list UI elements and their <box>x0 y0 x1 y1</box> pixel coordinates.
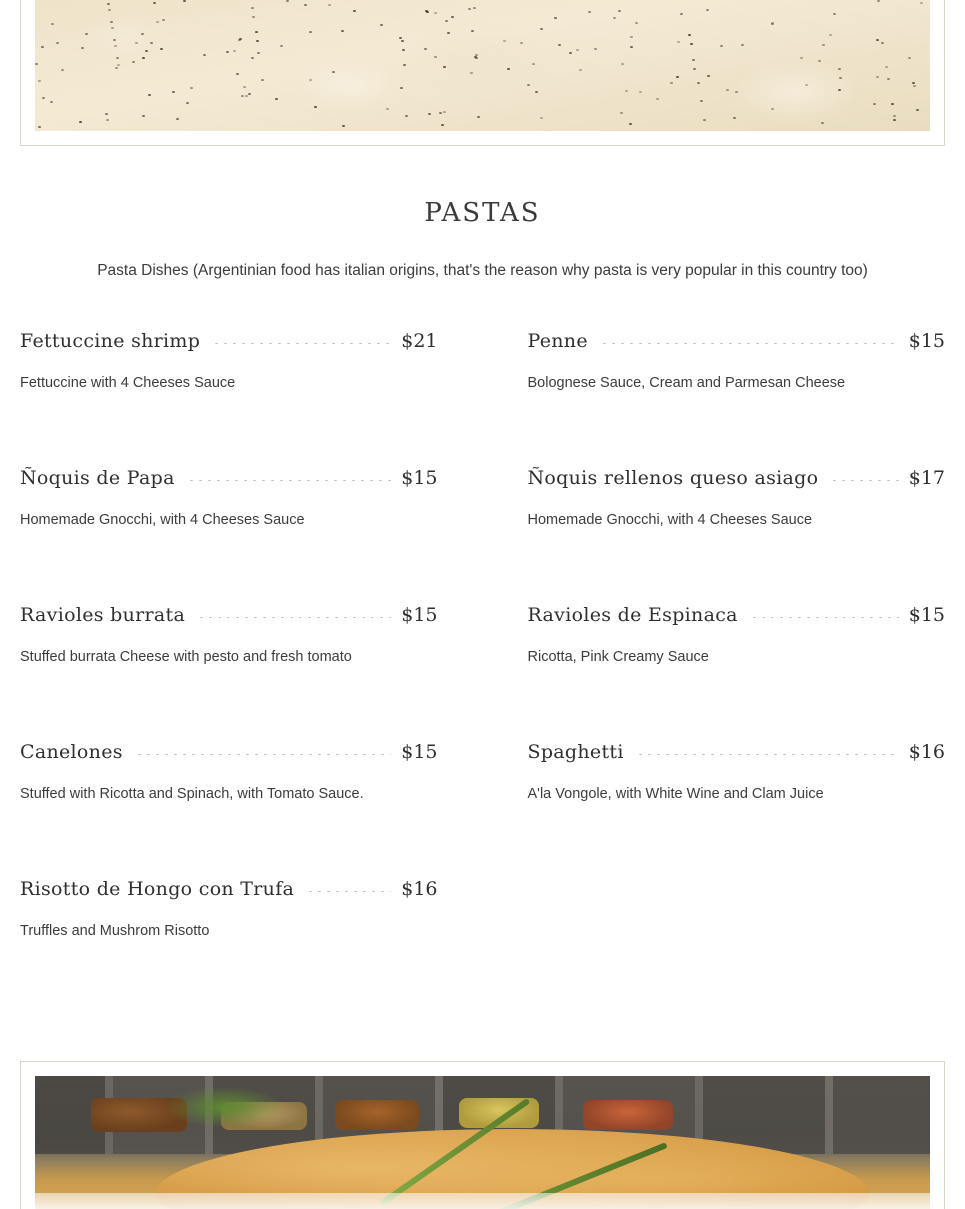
pepper-speck <box>399 37 402 39</box>
pepper-speck <box>677 41 680 43</box>
pepper-speck <box>176 118 179 120</box>
pepper-speck <box>50 101 53 103</box>
menu-item-price: $15 <box>401 467 438 490</box>
pepper-speck <box>116 57 119 59</box>
pepper-speck <box>891 103 894 105</box>
menu-item-price: $17 <box>908 467 945 490</box>
menu-item[interactable] <box>20 467 438 604</box>
pepper-speck <box>107 3 110 5</box>
pepper-speck <box>132 61 135 63</box>
menu-item-head <box>528 330 946 352</box>
pepper-speck <box>380 24 383 26</box>
pepper-speck <box>186 102 189 104</box>
pepper-speck <box>275 98 278 100</box>
pepper-speck <box>241 95 244 97</box>
pepper-speck <box>328 4 331 6</box>
pepper-speck <box>735 91 738 93</box>
menu-item-name: Risotto de Hongo con Trufa <box>20 878 295 901</box>
pepper-speck <box>172 91 175 93</box>
menu-item[interactable] <box>528 741 946 878</box>
pepper-speck <box>507 68 510 70</box>
menu-item-description: A'la Vongole, with White Wine and Clam Juice <box>527 786 824 803</box>
pepper-speck <box>829 34 832 36</box>
pepper-speck <box>426 11 429 13</box>
pepper-speck <box>912 82 915 84</box>
pepper-speck <box>341 30 344 32</box>
pepper-speck <box>908 57 911 59</box>
leader-dots <box>187 480 392 481</box>
pepper-speck <box>527 84 530 86</box>
pepper-speck <box>81 47 84 49</box>
pepper-speck <box>445 20 448 22</box>
pepper-speck <box>353 10 356 12</box>
menu-item-head <box>528 741 946 763</box>
pepper-speck <box>893 115 896 117</box>
pepper-speck <box>554 17 557 19</box>
pepper-speck <box>839 77 842 79</box>
leader-dots <box>600 343 899 344</box>
leader-dots <box>750 617 899 618</box>
pepper-speck <box>238 39 241 41</box>
menu-item-name: Fettuccine shrimp <box>20 330 201 353</box>
gnocchi-photo <box>35 0 930 131</box>
menu-item-name: Penne <box>527 330 588 353</box>
menu-item-description: Stuffed burrata Cheese with pesto and fresh tomato <box>20 649 352 666</box>
pepper-speck <box>569 52 572 54</box>
pepper-speck <box>670 82 673 84</box>
pepper-speck <box>630 46 633 48</box>
pepper-speck <box>594 48 597 50</box>
leader-dots <box>636 754 899 755</box>
pepper-speck <box>693 68 696 70</box>
pepper-speck <box>38 126 41 128</box>
pepper-speck <box>35 63 38 65</box>
pepper-speck <box>314 106 317 108</box>
pepper-speck <box>401 40 404 42</box>
menu-item-description: Homemade Gnocchi, with 4 Cheeses Sauce <box>527 512 813 529</box>
pepper-speck <box>558 44 561 46</box>
pepper-speck <box>535 91 538 93</box>
pepper-speck <box>233 50 236 52</box>
pepper-speck <box>639 91 642 93</box>
menu-item-name: Ravioles burrata <box>20 604 186 627</box>
menu-item-name: Spaghetti <box>527 741 624 764</box>
pepper-speck <box>403 64 406 66</box>
menu-item-name: Ñoquis de Papa <box>20 467 175 490</box>
pepper-speck <box>588 11 591 13</box>
pepper-speck <box>656 98 659 100</box>
pepper-speck <box>822 44 825 46</box>
tray-food <box>335 1100 419 1130</box>
photo-layer <box>35 1076 930 1209</box>
pepper-speck <box>304 4 307 6</box>
menu-item-description: Stuffed with Ricotta and Spinach, with Tomato Sauce. <box>20 786 364 803</box>
pepper-speck <box>51 23 54 25</box>
menu-item-price: $16 <box>908 741 945 764</box>
leader-dots <box>830 480 898 481</box>
pepper-speck <box>692 59 695 61</box>
pepper-speck <box>424 48 427 50</box>
pepper-speck <box>434 12 437 14</box>
pepper-speck <box>447 32 450 34</box>
pepper-speck <box>475 57 478 59</box>
pepper-speck <box>110 21 113 23</box>
pastas-section <box>0 198 965 1015</box>
pepper-speck <box>245 95 248 97</box>
pepper-speck <box>117 64 120 66</box>
menu-item-price: $16 <box>401 878 438 901</box>
pepper-speck <box>818 60 821 62</box>
pepper-speck <box>621 63 624 65</box>
top-image-panel <box>20 0 945 146</box>
pepper-speck <box>503 40 506 42</box>
pepper-speck <box>61 69 64 71</box>
menu-item-name: Canelones <box>20 741 123 764</box>
pepper-speck <box>386 108 389 110</box>
menu-grid <box>20 330 945 1015</box>
pepper-speck <box>468 8 471 10</box>
pepper-speck <box>887 78 890 80</box>
pepper-speck <box>190 87 193 89</box>
menu-item[interactable] <box>528 467 946 604</box>
menu-item[interactable] <box>20 878 438 1015</box>
pepper-speck <box>885 66 888 68</box>
pepper-speck <box>106 119 109 121</box>
menu-item-head <box>20 467 438 489</box>
pepper-speck <box>441 124 444 126</box>
pepper-speck <box>697 82 700 84</box>
menu-item[interactable] <box>20 604 438 741</box>
pepper-speck <box>720 45 723 47</box>
pepper-speck <box>916 109 919 111</box>
pepper-speck <box>473 7 476 9</box>
pepper-speck <box>618 10 621 12</box>
pepper-speck <box>145 50 148 52</box>
pepper-speck <box>148 94 151 96</box>
pepper-speck <box>256 40 259 42</box>
menu-item[interactable] <box>20 330 438 467</box>
garnish-greens <box>165 1086 285 1128</box>
menu-item-price: $15 <box>401 741 438 764</box>
pepper-speck <box>280 45 283 47</box>
pepper-speck <box>236 73 239 75</box>
menu-item-head <box>20 741 438 763</box>
pepper-speck <box>876 39 879 41</box>
pepper-speck <box>475 54 478 56</box>
pepper-speck <box>153 2 156 4</box>
pepper-speck <box>41 46 44 48</box>
pepper-speck <box>532 63 535 65</box>
pepper-speck <box>579 69 582 71</box>
pepper-speck <box>451 16 454 18</box>
pepper-speck <box>255 31 258 33</box>
pepper-speck <box>252 16 255 18</box>
pepper-speck <box>688 34 691 36</box>
menu-item[interactable] <box>528 330 946 467</box>
pepper-speck <box>135 42 138 44</box>
menu-item-name: Ñoquis rellenos queso asiago <box>527 467 819 490</box>
pepper-speck <box>203 54 206 56</box>
pepper-speck <box>142 57 145 59</box>
menu-item-head <box>20 878 438 900</box>
pepper-speck <box>251 7 254 9</box>
pepper-speck <box>439 112 442 114</box>
pepper-speck <box>873 103 876 105</box>
pepper-speck <box>805 84 808 86</box>
pepper-speck <box>85 33 88 35</box>
menu-item-description: Ricotta, Pink Creamy Sauce <box>527 649 709 666</box>
pepper-speck <box>821 122 824 124</box>
pepper-speck <box>833 13 836 15</box>
pepper-speck <box>881 42 884 44</box>
pepper-speck <box>251 57 254 59</box>
pepper-speck <box>286 0 289 2</box>
pepper-speck <box>700 100 703 102</box>
pepper-speck <box>620 112 623 114</box>
pepper-speck <box>113 39 116 41</box>
pepper-speck <box>690 43 693 45</box>
section-description: Pasta Dishes (Argentinian food has italian origins, that's the reason why pasta is very popular in this country too) <box>97 262 868 280</box>
leader-dots <box>306 891 391 892</box>
menu-item-price: $21 <box>401 330 438 353</box>
pepper-speck <box>42 97 45 99</box>
pepper-speck <box>893 119 896 121</box>
pepper-speck <box>405 115 408 117</box>
pepper-speck <box>741 44 744 46</box>
pepper-speck <box>160 48 163 50</box>
pepper-speck <box>342 125 345 127</box>
section-spacer <box>0 1015 965 1061</box>
pepper-speck <box>676 76 679 78</box>
menu-item-empty <box>528 878 946 1015</box>
pepper-speck <box>400 87 403 89</box>
menu-item[interactable] <box>20 741 438 878</box>
pepper-speck <box>913 85 916 87</box>
pepper-speck <box>540 117 543 119</box>
pepper-speck <box>800 57 803 59</box>
pepper-speck <box>771 23 774 25</box>
pepper-speck <box>257 52 260 54</box>
pepper-speck <box>156 21 159 23</box>
menu-item-description: Bolognese Sauce, Cream and Parmesan Cheese <box>527 375 846 392</box>
leader-dots <box>135 754 391 755</box>
pepper-speck <box>635 22 638 24</box>
pepper-speck <box>38 80 41 82</box>
pepper-speck <box>114 45 117 47</box>
pepper-speck <box>771 108 774 110</box>
menu-item-description: Fettuccine with 4 Cheeses Sauce <box>20 375 236 392</box>
menu-item-description: Truffles and Mushrom Risotto <box>20 923 210 940</box>
pepper-speck <box>243 86 246 88</box>
pepper-speck <box>625 90 628 92</box>
pepper-speck <box>613 17 616 19</box>
pepper-speck <box>428 113 431 115</box>
menu-item-head <box>528 467 946 489</box>
pepper-speck <box>434 56 437 58</box>
pepper-speck <box>877 0 880 2</box>
menu-item-price: $15 <box>908 330 945 353</box>
pepper-speck <box>141 33 144 35</box>
pepper-speck <box>707 75 710 77</box>
pepper-speck <box>425 10 428 12</box>
pepper-speck <box>142 115 145 117</box>
section-title: PASTAS <box>424 198 541 228</box>
pepper-speck <box>309 31 312 33</box>
menu-item-head <box>528 604 946 626</box>
pepper-speck <box>111 27 114 29</box>
pepper-speck <box>443 66 446 68</box>
pepper-speck <box>108 9 111 11</box>
menu-item-price: $15 <box>908 604 945 627</box>
pepper-speck <box>402 49 405 51</box>
pepper-speck <box>248 93 251 95</box>
pepper-speck <box>726 89 729 91</box>
pepper-speck <box>183 0 186 2</box>
leader-dots <box>212 343 391 344</box>
pepper-speck <box>838 89 841 91</box>
pepper-speck <box>576 49 579 51</box>
menu-item-name: Ravioles de Espinaca <box>527 604 738 627</box>
pepper-speck <box>477 116 480 118</box>
milanesa-photo <box>35 1076 930 1209</box>
pepper-speck <box>162 19 165 21</box>
pepper-speck <box>309 79 312 81</box>
menu-item-description: Homemade Gnocchi, with 4 Cheeses Sauce <box>20 512 305 529</box>
pepper-speck <box>838 68 841 70</box>
pepper-speck <box>332 71 335 73</box>
pepper-speck <box>920 2 923 4</box>
menu-item-head <box>20 330 438 352</box>
pepper-speck <box>105 113 108 115</box>
menu-item[interactable] <box>528 604 946 741</box>
pepper-speck <box>150 42 153 44</box>
pepper-speck <box>680 13 683 15</box>
pepper-speck <box>733 117 736 119</box>
pepper-speck <box>470 72 473 74</box>
pepper-speck <box>261 79 264 81</box>
pepper-speck <box>520 42 523 44</box>
pepper-speck <box>630 36 633 38</box>
pepper-speck <box>443 111 446 113</box>
pepper-speck <box>629 123 632 125</box>
menu-item-head <box>20 604 438 626</box>
pepper-speck <box>115 67 118 69</box>
pepper-speck <box>703 119 706 121</box>
pepper-speck <box>79 121 82 123</box>
pepper-speck <box>876 76 879 78</box>
tray-food <box>583 1100 673 1130</box>
pepper-speck <box>471 30 474 32</box>
menu-item-price: $15 <box>401 604 438 627</box>
pepper-speck <box>540 28 543 30</box>
pepper-speck <box>56 42 59 44</box>
leader-dots <box>197 617 391 618</box>
pepper-speck <box>706 9 709 11</box>
plate-edge <box>35 1193 930 1209</box>
pepper-speck <box>226 51 229 53</box>
